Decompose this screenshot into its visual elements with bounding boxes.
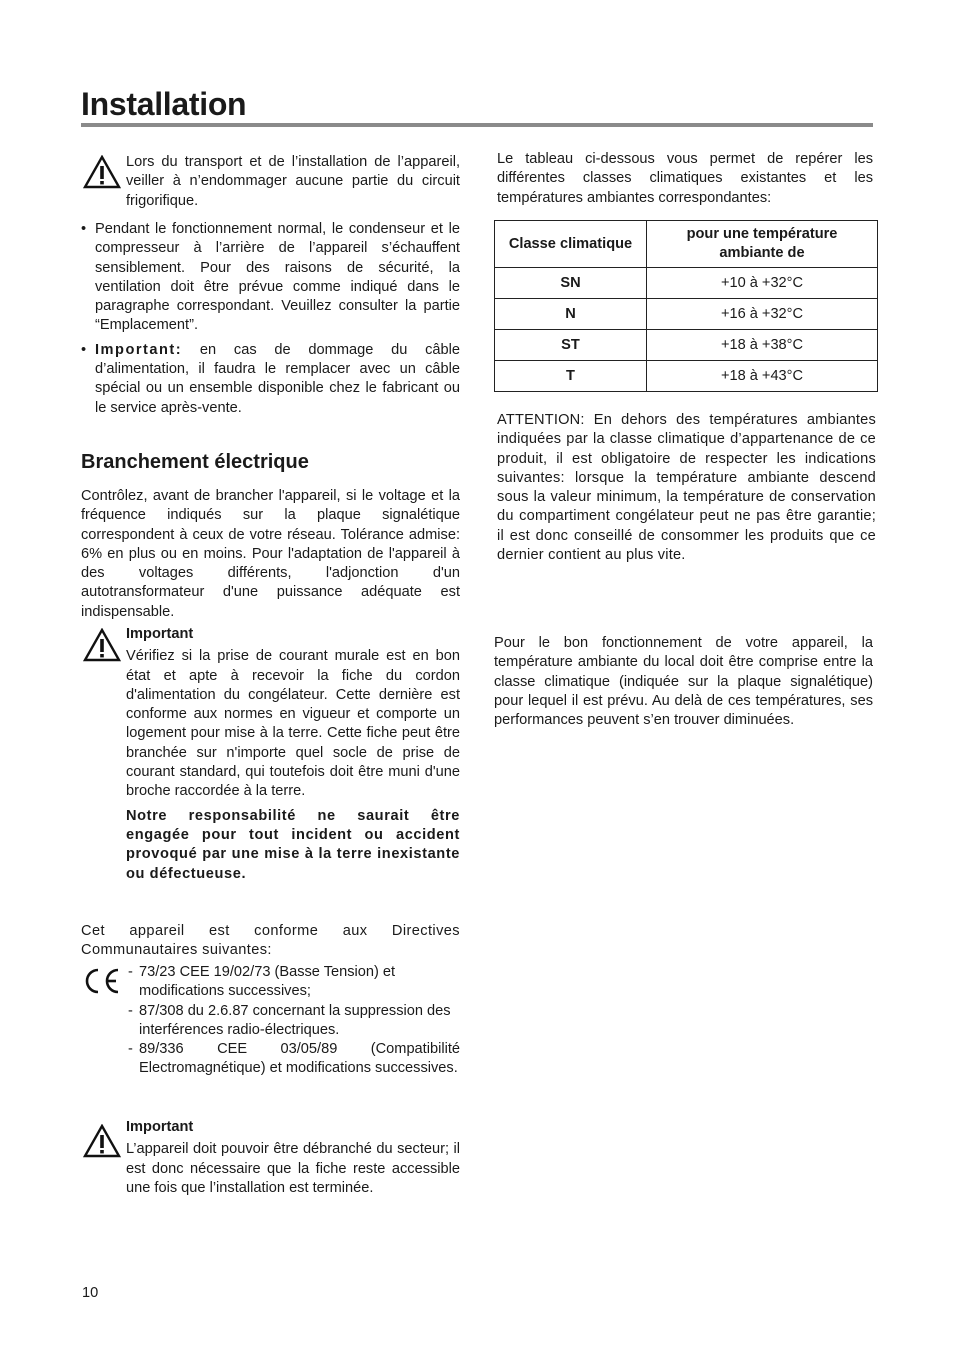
temperature-range-cell: +10 à +32°C bbox=[647, 268, 878, 299]
closing-paragraph: Pour le bon fonctionnement de votre appareil, la température ambiante du local doit être comprise entre la classe climatique (indiquée sur la plaque signalétique) pour lequel il est prévu. Au delà de ces températures, ses performances peuvent s’en trouver diminuées. bbox=[494, 635, 873, 729]
table-row bbox=[495, 330, 878, 361]
ce-mark-icon bbox=[82, 966, 122, 996]
warning-icon bbox=[83, 1124, 121, 1158]
table-header-class: Classe climatique bbox=[495, 221, 647, 268]
important-earthing-text: Vérifiez si la prise de courant murale est en bon état et apte à recevoir la fiche du cordon d'alimentation du congélateur. Cette dernière est conforme aux normes en vigueur et comporte un logement pour mise à la terre. Cette fiche peut être branchée sur n'importe quel socle de prise de courant standard, qui toutefois doit être muni d'une broche raccordée à la terre. bbox=[126, 648, 460, 800]
bullet-cable bbox=[81, 341, 460, 418]
directive-item: - 87/308 du 2.6.87 concernant la suppression des interférences radio-électriques. bbox=[127, 1002, 460, 1041]
directive-item: - 89/336 CEE 03/05/89 (Compatibilité Electromagnétique) et modifications successives. bbox=[127, 1040, 460, 1079]
bullet-condenser bbox=[81, 220, 460, 336]
warning-icon bbox=[83, 628, 121, 662]
bullet-text: Pendant le fonctionnement normal, le condenseur et le compresseur à l’arrière de l’appareil s’échauffent sensiblement. Pour des raisons de sécurité, la ventilation doit être prévue comme indiqué dans le paragraphe correspondant. Veuillez consulter la partie “Emplacement”. bbox=[95, 221, 460, 334]
climate-class-table bbox=[494, 220, 878, 392]
temperature-range-cell: +18 à +43°C bbox=[647, 361, 878, 392]
bullet-text: en cas de dommage du câble d’alimentation, il faudra le remplacer avec un câble spécial ou un ensemble disponible chez le fabricant ou le service après-vente. bbox=[95, 341, 460, 416]
directive-item: - 73/23 CEE 19/02/73 (Basse Tension) et modifications successives; bbox=[127, 963, 460, 1002]
bullet-lead: Important: bbox=[95, 341, 183, 358]
temperature-range-cell: +18 à +38°C bbox=[647, 330, 878, 361]
important-disconnect-text: L’appareil doit pouvoir être débranché du secteur; il est donc nécessaire que la fiche reste accessible une fois que l’installation est terminée. bbox=[126, 1141, 460, 1196]
page-title: Installation bbox=[81, 86, 247, 122]
climate-class-cell: T bbox=[495, 361, 647, 392]
important-earthing-block bbox=[126, 625, 460, 884]
page-number: 10 bbox=[82, 1285, 99, 1301]
responsibility-notice: Notre responsabilité ne saurait être engagée pour tout incident ou accident provoqué par une mise à la terre inexistante ou défectueuse. bbox=[126, 807, 460, 882]
table-intro: Le tableau ci-dessous vous permet de repérer les différentes classes climatiques existantes et les températures ambiantes correspondantes: bbox=[497, 151, 873, 206]
attention-paragraph: ATTENTION: En dehors des températures ambiantes indiquées par la classe climatique d’appartenance de ce produit, il est obligatoire de respecter les indications suivantes: lorsque la température ambiante descend sous la valeur minimum, la température de conservation du compartiment congélateur peut ne pas être garantie; il est donc conseillé de consommer les produits que ce dernier contient au plus vite. bbox=[497, 412, 876, 564]
safety-bullet-list bbox=[81, 220, 460, 418]
table-row bbox=[495, 299, 878, 330]
directives-list bbox=[127, 963, 460, 1079]
title-rule bbox=[81, 123, 873, 127]
warning-icon bbox=[83, 155, 121, 189]
table-header-row bbox=[495, 221, 878, 268]
directives-intro: Cet appareil est conforme aux Directives Communautaires suivantes: bbox=[81, 923, 460, 959]
important-disconnect-block bbox=[126, 1118, 460, 1198]
table-header-temperature: pour une température ambiante de bbox=[647, 221, 878, 268]
temperature-range-cell: +16 à +32°C bbox=[647, 299, 878, 330]
important-label: Important bbox=[126, 626, 194, 642]
electric-paragraph: Contrôlez, avant de brancher l'appareil, si le voltage et la fréquence indiqués sur la plaque signalétique correspondent à ceux de votre réseau. Tolérance admise: 6% en plus ou en moins. Pour l'adaptation de l'appareil à des voltages différents, l'adjonction d'un autotransformateur d'une puissance adéquate est indispensable. bbox=[81, 488, 460, 620]
transport-warning-text: Lors du transport et de l’installation de l’appareil, veiller à n’endommager aucune partie du circuit frigorifique. bbox=[126, 154, 460, 209]
climate-class-cell: ST bbox=[495, 330, 647, 361]
table-row bbox=[495, 361, 878, 392]
table-row bbox=[495, 268, 878, 299]
section-heading: Branchement électrique bbox=[81, 451, 309, 473]
climate-class-cell: N bbox=[495, 299, 647, 330]
climate-class-cell: SN bbox=[495, 268, 647, 299]
important-label: Important bbox=[126, 1119, 194, 1135]
